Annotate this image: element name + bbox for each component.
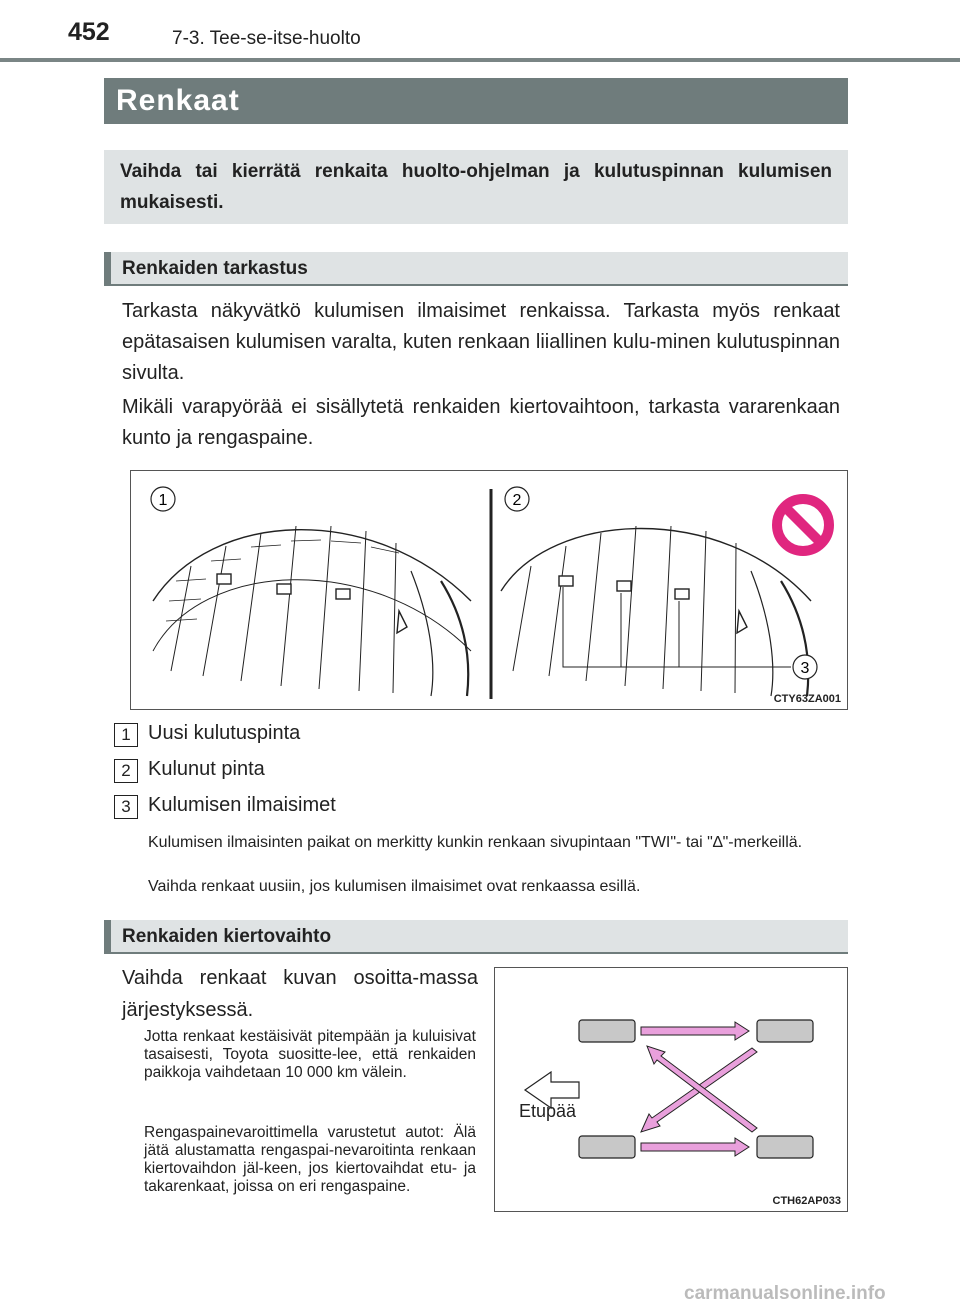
inspection-heading: Renkaiden tarkastus [122, 258, 308, 279]
new-tire-drawing [153, 526, 471, 696]
legend-3-badge: 3 [114, 795, 138, 819]
rotation-figure-code: CTH62AP033 [772, 1195, 841, 1207]
legend-1-badge: 1 [114, 723, 138, 747]
note-line-2: Vaihda renkaat uusiin, jos kulumisen ilmaisimet ovat renkaassa esillä. [148, 878, 641, 895]
tire-wear-figure [130, 470, 848, 710]
footer-watermark: carmanualsonline.info [684, 1283, 886, 1304]
page-title: Renkaat [116, 84, 240, 117]
callout-3: 3 [800, 660, 810, 677]
front-label: Etupää [519, 1101, 577, 1121]
prohibition-icon [777, 499, 829, 551]
tire-figure-code: CTY63ZA001 [773, 693, 841, 705]
arrow-front-to-right [641, 1022, 749, 1040]
rotation-note-1: Jotta renkaat kestäisivät pitempään ja kuluisivat tasaisesti, Toyota suositte-lee, että renkaiden paikkoja vaihdetaan 10 000 km välein. [144, 1028, 476, 1081]
note-line-1: Kulumisen ilmaisinten paikat on merkitty kunkin renkaan sivupintaan "TWI"- tai "∆"-merkeillä. [148, 834, 803, 851]
page-number: 452 [68, 18, 110, 46]
rotation-note-2: Rengaspainevaroittimella varustetut autot: Älä jätä alustamatta rengaspai-nevaroitinta renkaan kiertovaihdon jäl-keen, jos kiertovaihdat etu- ja takarenkaat, joissa on eri rengaspaine. [144, 1124, 476, 1195]
tire-front-right [757, 1020, 813, 1042]
arrow-rear-to-right [641, 1138, 749, 1156]
section-reference: 7-3. Tee-se-itse-huolto [172, 28, 361, 49]
rotation-heading: Renkaiden kiertovaihto [122, 926, 332, 947]
tire-rear-right [757, 1136, 813, 1158]
legend-2-badge: 2 [114, 759, 138, 783]
summary-text: Vaihda tai kierrätä renkaita huolto-ohjelman ja kulutuspinnan kulumisen mukaisesti. [120, 161, 832, 213]
tire-wear-illustration [131, 471, 847, 709]
callout-1: 1 [158, 492, 168, 509]
legend-2-label: Kulunut pinta [148, 758, 265, 780]
legend-1-label: Uusi kulutuspinta [148, 722, 301, 744]
header-rule [0, 58, 960, 62]
rotation-paragraph: Vaihda renkaat kuvan osoitta-massa järjestyksessä. [122, 967, 478, 1021]
tire-rear-left [579, 1136, 635, 1158]
worn-tire-drawing [501, 526, 811, 696]
rotation-figure [494, 967, 848, 1212]
rotation-diagram [495, 968, 847, 1211]
inspection-paragraph-2: Mikäli varapyörää ei sisällytetä renkaiden kiertovaihtoon, tarkasta vararenkaan kunto ja rengaspaine. [122, 396, 840, 449]
inspection-paragraph-1: Tarkasta näkyvätkö kulumisen ilmaisimet renkaissa. Tarkasta myös renkaat epätasaisen kulumisen varalta, kuten renkaan liiallinen kulu-minen kulutuspinnan sivulta. [122, 300, 840, 384]
tire-front-left [579, 1020, 635, 1042]
legend-3-label: Kulumisen ilmaisimet [148, 794, 336, 816]
callout-2: 2 [512, 492, 522, 509]
